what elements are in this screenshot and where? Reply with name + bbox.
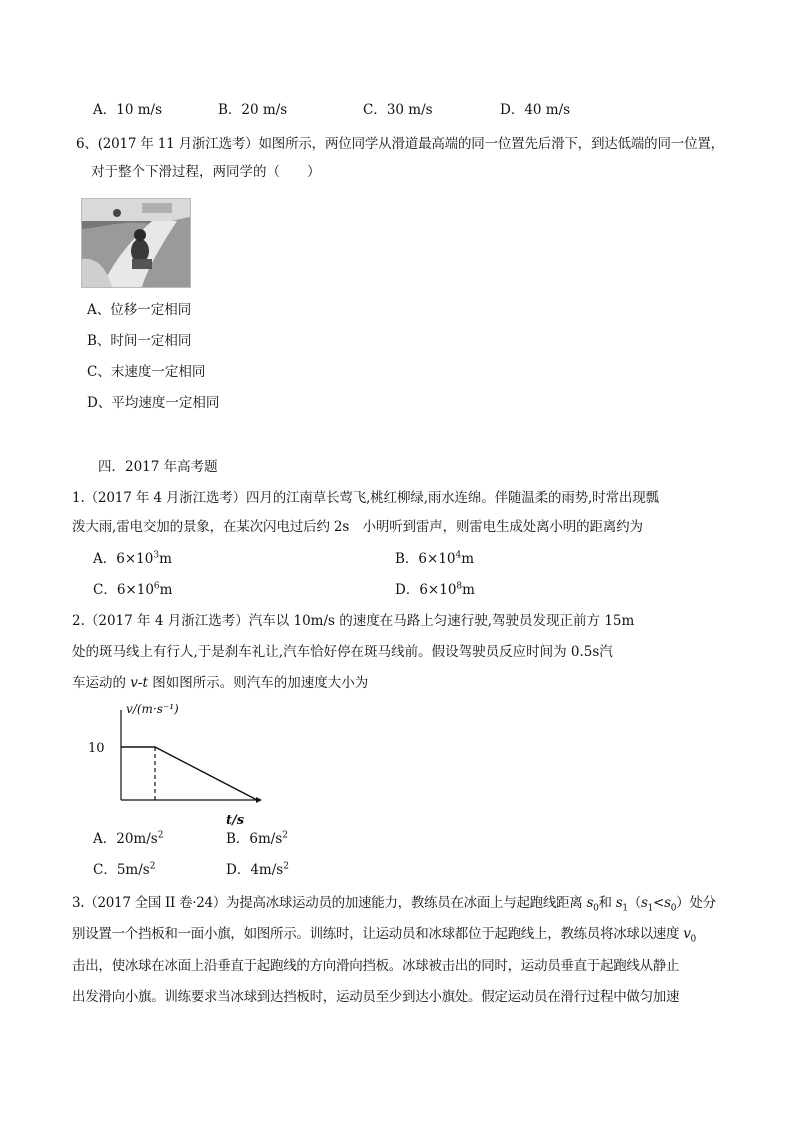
p2-option-b: B．$6m/s^2$ [226, 830, 289, 847]
y-tick-label: 10 [88, 741, 105, 756]
p3-line3: 击出，使冰球在冰面上沿垂直于起跑线的方向滑向挡板。冰球被击出的同时，运动员垂直于起跑线从静止 [72, 958, 680, 974]
q6-stem-line2: 对于整个下滑过程，两同学的（ ） [91, 164, 321, 180]
p1-option-a: A．$6\times 10^3m$ [93, 550, 172, 567]
x-axis-label: t/s [226, 813, 245, 828]
p1-option-b: B．$6\times 10^4m$ [395, 550, 475, 567]
q6-option-c: C、末速度一定相同 [87, 364, 206, 380]
p3-line4: 出发滑向小旗。训练要求当冰球到达挡板时，运动员至少到达小旗处。假定运动员在滑行过程中做匀加速 [72, 989, 680, 1005]
section-title: 四．2017 年高考题 [98, 459, 218, 475]
velocity-series-line [121, 747, 257, 800]
p1-line1: 1.（2017 年 4 月浙江选考）四月的江南草长莺飞,桃红柳绿,雨水连绵。伴随温柔的雨势,时常出现瓢 [72, 490, 659, 506]
p1-option-d: D．$6\times 10^8m$ [395, 581, 475, 598]
p2-line3: 车运动的 v-t 图如图所示。则汽车的加速度大小为 [72, 675, 369, 691]
q5-option-d: D．40 m/s [500, 102, 571, 118]
p2-line2: 处的斑马线上有行人,于是刹车礼让,汽车恰好停在斑马线前。假设驾驶员反应时间为 0.5s汽 [72, 644, 613, 660]
q5-option-a: A．10 m/s [93, 102, 162, 118]
p3-line2: 别设置一个挡板和一面小旗，如图所示。训练时，让运动员和冰球都位于起跑线上，教练员将冰球以速度 $v_0$ [72, 926, 696, 945]
p2-option-a: A．$20m/s^2$ [93, 830, 164, 847]
q6-option-b: B、时间一定相同 [87, 333, 192, 349]
slide-photo [81, 198, 191, 288]
p2-option-d: D．$4m/s^2$ [226, 861, 289, 878]
q6-option-a: A、位移一定相同 [87, 302, 192, 318]
q5-option-b: B．20 m/s [218, 102, 288, 118]
q6-option-d: D、平均速度一定相同 [87, 395, 220, 411]
p2-option-c: C．$5m/s^2$ [93, 861, 156, 878]
y-axis-label: v/(m·s⁻¹) [126, 702, 179, 716]
p1-line2: 泼大雨,雷电交加的景象，在某次闪电过后约 2s 小明听到雷声，则雷电生成处离小明的距离约为 [72, 519, 643, 535]
p3-line1: 3.（2017 全国 II 卷·24）为提高冰球运动员的加速能力，教练员在冰面上与起跑线距离 $s_0$和 $s_1(s_1<s_0)$处分 [72, 895, 716, 914]
p1-option-c: C．$6\times 10^6m$ [93, 581, 173, 598]
q6-stem-line1: 6、(2017 年 11 月浙江选考）如图所示，两位同学从滑道最高端的同一位置先后滑下，到达低端的同一位置， [76, 136, 724, 152]
q5-option-c: C．30 m/s [363, 102, 433, 118]
vt-graph [86, 700, 276, 828]
p2-line1: 2.（2017 年 4 月浙江选考）汽车以 10m/s 的速度在马路上匀速行驶,驾驶员发现正前方 15m [72, 613, 635, 629]
